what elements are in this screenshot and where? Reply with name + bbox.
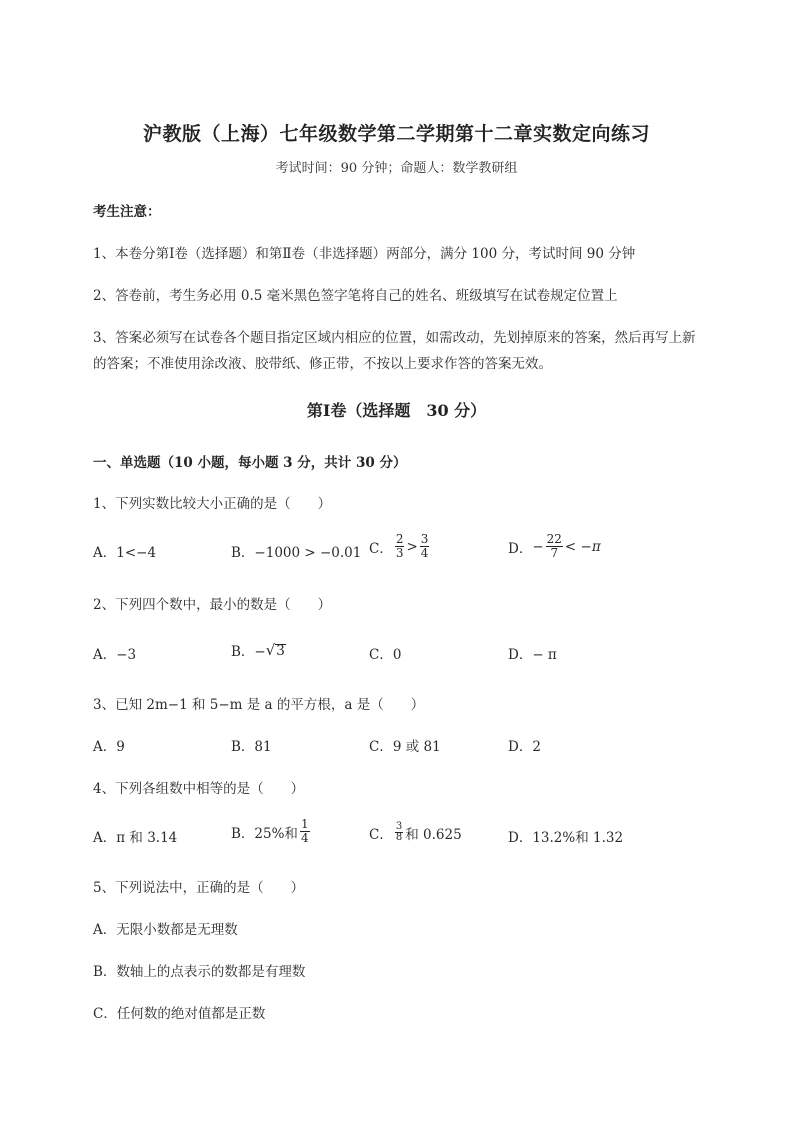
q3-option-d-text: D．2 bbox=[508, 739, 541, 755]
q4-option-a[interactable] bbox=[93, 826, 177, 846]
notice-item-3-cont: 的答案；不准使用涂改液、胶带纸、修正带，不按以上要求作答的答案无效。 bbox=[93, 356, 552, 372]
q1-d-minus: − bbox=[532, 538, 544, 555]
sqrt-icon: √ bbox=[265, 640, 276, 659]
exam-title: 沪教版（上海）七年级数学第二学期第十二章实数定向练习 bbox=[142, 123, 650, 145]
q5-option-b[interactable]: B．数轴上的点表示的数都是有理数 bbox=[93, 964, 306, 980]
exam-subtitle: 考试时间：90 分钟；命题人：数学教研组 bbox=[275, 161, 518, 176]
q5-option-a[interactable]: A．无限小数都是无理数 bbox=[93, 922, 238, 938]
q4-b-fraction bbox=[300, 818, 310, 845]
q2-option-b-label: B．− bbox=[231, 644, 266, 660]
question-4-stem: 4、下列各组数中相等的是（ ） bbox=[93, 781, 305, 797]
q4-c-fraction bbox=[395, 822, 403, 843]
q1-option-a[interactable] bbox=[93, 541, 156, 561]
q3-option-c-text: C．9 或 81 bbox=[369, 739, 441, 755]
q1-c-denominator-1: 3 bbox=[395, 546, 404, 560]
q3-option-b-text: B．81 bbox=[231, 739, 272, 755]
q1-c-operator: > bbox=[406, 538, 418, 555]
q3-option-b[interactable] bbox=[231, 735, 272, 755]
q3-option-d[interactable] bbox=[508, 735, 541, 755]
q5-option-c[interactable]: C．任何数的绝对值都是正数 bbox=[93, 1006, 266, 1022]
q1-option-d[interactable] bbox=[508, 533, 601, 560]
q4-b-numerator: 1 bbox=[300, 817, 309, 831]
section-heading: 一、单选题（10 小题，每小题 3 分，共计 30 分） bbox=[93, 455, 407, 471]
q2-b-radicand: 3 bbox=[276, 642, 285, 659]
part1-title: 第Ⅰ卷（选择题 30 分） bbox=[306, 401, 487, 420]
q2-option-b[interactable] bbox=[231, 640, 286, 660]
notice-item-1: 1、本卷分第Ⅰ卷（选择题）和第Ⅱ卷（非选择题）两部分，满分 100 分，考试时间 90 分钟 bbox=[93, 246, 636, 262]
q4-option-a-text: A．π 和 3.14 bbox=[93, 830, 178, 846]
q4-option-b[interactable] bbox=[231, 818, 312, 845]
question-1-stem: 1、下列实数比较大小正确的是（ ） bbox=[93, 496, 332, 512]
q1-d-fraction bbox=[546, 533, 563, 560]
q1-c-numerator-1: 2 bbox=[395, 532, 404, 546]
q4-b-denominator: 4 bbox=[300, 831, 309, 845]
q1-d-numerator: 22 bbox=[546, 532, 562, 546]
q4-c-denominator: 8 bbox=[395, 832, 403, 843]
q1-option-d-label: D． bbox=[508, 540, 533, 557]
q3-option-a[interactable] bbox=[93, 735, 125, 755]
notice-item-2: 2、答卷前，考生务必用 0.5 毫米黑色签字笔将自己的姓名、班级填写在试卷规定位置上 bbox=[93, 288, 618, 304]
q4-option-c[interactable] bbox=[369, 822, 462, 843]
q3-option-a-text: A．9 bbox=[93, 739, 125, 755]
q1-c-fraction-1 bbox=[395, 533, 405, 560]
q4-c-numerator: 3 bbox=[395, 821, 403, 832]
q1-c-fraction-2 bbox=[420, 533, 430, 560]
q2-option-c-text: C．0 bbox=[369, 647, 402, 663]
q2-option-d[interactable] bbox=[508, 643, 557, 663]
q1-option-c[interactable] bbox=[369, 533, 431, 560]
q4-option-c-label: C． bbox=[369, 826, 393, 843]
question-5-stem: 5、下列说法中，正确的是（ ） bbox=[93, 880, 305, 896]
q2-option-c[interactable] bbox=[369, 643, 401, 663]
q1-option-b[interactable] bbox=[231, 541, 361, 561]
q1-d-denominator: 7 bbox=[550, 546, 559, 560]
q3-option-c[interactable] bbox=[369, 735, 441, 755]
q2-option-a[interactable] bbox=[93, 643, 136, 663]
notice-item-3: 3、答案必须写在试卷各个题目指定区域内相应的位置，如需改动，先划掉原来的答案，然后再写上新 bbox=[93, 330, 696, 346]
q4-option-c-rest: 和 0.625 bbox=[405, 826, 462, 843]
q4-option-d[interactable] bbox=[508, 826, 623, 846]
q1-option-c-label: C． bbox=[369, 540, 393, 557]
q2-b-sqrt bbox=[265, 640, 286, 659]
q1-d-rest: < −π bbox=[564, 538, 601, 555]
q2-option-a-text: A．−3 bbox=[93, 647, 137, 663]
q1-option-b-text: B．−1000 > −0.01 bbox=[231, 545, 362, 561]
question-3-stem: 3、已知 2m−1 和 5−m 是 a 的平方根，a 是（ ） bbox=[93, 697, 425, 713]
q4-option-b-label: B．25%和 bbox=[231, 825, 298, 842]
q2-option-d-text: D．− π bbox=[508, 647, 557, 663]
q1-c-numerator-2: 3 bbox=[420, 532, 429, 546]
q4-option-d-text: D．13.2%和 1.32 bbox=[508, 830, 624, 846]
question-2-stem: 2、下列四个数中，最小的数是（ ） bbox=[93, 597, 332, 613]
q1-option-a-text: A．1<−4 bbox=[93, 545, 157, 561]
notice-heading: 考生注意： bbox=[93, 204, 161, 220]
q1-c-denominator-2: 4 bbox=[420, 546, 429, 560]
